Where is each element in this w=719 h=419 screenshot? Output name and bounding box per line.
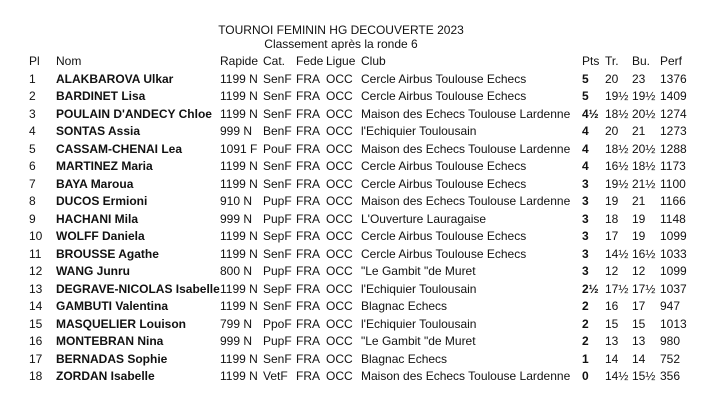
title-block	[0, 23, 682, 51]
cell-pts: 5	[582, 89, 589, 103]
cell-rating: 999 N	[220, 211, 253, 226]
cell-pts: 5	[582, 71, 589, 86]
table-row	[29, 123, 694, 141]
cell-league: OCC	[326, 229, 353, 243]
cell-rating: 1199 N	[220, 281, 258, 296]
cell-tb1: 14	[605, 351, 619, 366]
cell-fed: FRA	[296, 124, 320, 138]
cell-fed: FRA	[296, 299, 320, 313]
cell-tb1: 16	[605, 299, 619, 313]
cell-cat: SenF	[263, 106, 292, 121]
cell-pts: 4	[582, 124, 589, 138]
cell-name: BERNADAS Sophie	[56, 351, 168, 366]
cell-pts: 3	[582, 229, 589, 243]
cell-league: OCC	[326, 194, 353, 208]
cell-tb1: 19	[605, 194, 619, 208]
cell-tb1: 19½	[605, 176, 629, 191]
cell-cat: SenF	[263, 89, 292, 103]
cell-pts: 3	[582, 246, 589, 261]
cell-tb2: 17½	[632, 281, 656, 296]
table-row	[29, 71, 694, 89]
table-row	[29, 141, 694, 159]
cell-pl: 6	[29, 159, 36, 173]
table-row	[29, 106, 694, 124]
cell-pts: 2½	[582, 281, 599, 296]
cell-league: OCC	[326, 369, 353, 383]
cell-pl: 16	[29, 334, 43, 348]
table-row	[29, 316, 694, 334]
cell-name: MONTEBRAN Nina	[56, 334, 164, 348]
cell-league: OCC	[326, 124, 353, 138]
cell-fed: FRA	[296, 194, 320, 208]
cell-club: Cercle Airbus Toulouse Echecs	[361, 176, 527, 191]
cell-perf: 980	[660, 334, 681, 348]
cell-rating: 910 N	[220, 194, 253, 208]
cell-fed: FRA	[296, 351, 320, 366]
col-header-rating: Rapide	[220, 54, 259, 68]
cell-cat: PupF	[263, 194, 292, 208]
cell-fed: FRA	[296, 176, 320, 191]
cell-perf: 1409	[660, 89, 687, 103]
cell-cat: SepF	[263, 229, 292, 243]
cell-cat: PupF	[263, 264, 292, 278]
cell-name: ZORDAN Isabelle	[56, 369, 155, 383]
cell-pl: 9	[29, 211, 36, 226]
cell-tb2: 18½	[632, 159, 656, 173]
cell-name: DEGRAVE-NICOLAS Isabelle	[56, 281, 220, 296]
table-row	[29, 333, 694, 351]
cell-perf: 1100	[660, 176, 686, 191]
col-header-name: Nom	[56, 54, 82, 68]
cell-pl: 2	[29, 89, 36, 103]
cell-rating: 999 N	[220, 334, 253, 348]
cell-perf: 1274	[660, 106, 687, 121]
cell-tb2: 16½	[632, 246, 656, 261]
col-header-pl: Pl	[29, 54, 40, 68]
cell-fed: FRA	[296, 106, 320, 121]
tournament-title: TOURNOI FEMININ HG DECOUVERTE 2023	[218, 23, 464, 37]
cell-tb1: 18½	[605, 106, 629, 121]
cell-perf: 1037	[660, 281, 687, 296]
cell-league: OCC	[326, 264, 353, 278]
cell-perf: 1013	[660, 316, 687, 331]
cell-tb1: 20	[605, 71, 619, 86]
cell-tb2: 19	[632, 229, 646, 243]
cell-pts: 2	[582, 299, 589, 313]
col-header-club: Club	[361, 54, 386, 68]
cell-cat: PouF	[263, 141, 292, 156]
cell-cat: PpoF	[263, 316, 292, 331]
table-row	[29, 351, 694, 369]
cell-perf: 1166	[660, 194, 686, 208]
cell-rating: 1199 N	[220, 351, 258, 366]
cell-rating: 1199 N	[220, 159, 258, 173]
cell-tb2: 20½	[632, 106, 656, 121]
cell-club: Maison des Echecs Toulouse Lardenne	[361, 194, 571, 208]
cell-tb2: 21	[632, 124, 646, 138]
cell-pts: 4	[582, 159, 589, 173]
col-header-tb1: Tr.	[605, 54, 619, 68]
cell-tb2: 21½	[632, 176, 656, 191]
cell-perf: 1099	[660, 264, 687, 278]
cell-perf: 1273	[660, 124, 687, 138]
table-row	[29, 263, 694, 281]
standings-table	[29, 53, 694, 386]
cell-cat: SenF	[263, 176, 292, 191]
col-header-tb2: Bu.	[632, 54, 651, 68]
cell-pl: 4	[29, 124, 36, 138]
cell-pts: 3	[582, 176, 589, 191]
cell-club: l'Echiquier Toulousain	[361, 124, 477, 138]
cell-pl: 15	[29, 316, 43, 331]
cell-name: MARTINEZ Maria	[56, 159, 153, 173]
cell-club: Cercle Airbus Toulouse Echecs	[361, 71, 527, 86]
cell-tb1: 13	[605, 334, 619, 348]
cell-club: Cercle Airbus Toulouse Echecs	[361, 89, 527, 103]
cell-rating: 1199 N	[220, 106, 258, 121]
col-header-perf: Perf	[660, 54, 683, 68]
cell-rating: 799 N	[220, 316, 253, 331]
cell-club: l'Echiquier Toulousain	[361, 281, 477, 296]
cell-club: L'Ouverture Lauragaise	[361, 211, 487, 226]
cell-fed: FRA	[296, 369, 320, 383]
cell-name: DUCOS Ermioni	[56, 194, 148, 208]
cell-tb2: 21	[632, 194, 646, 208]
cell-perf: 1173	[660, 159, 686, 173]
cell-pl: 3	[29, 106, 36, 121]
cell-name: MASQUELIER Louison	[56, 316, 186, 331]
table-row	[29, 368, 694, 386]
cell-pl: 17	[29, 351, 43, 366]
table-row	[29, 246, 694, 264]
cell-pl: 12	[29, 264, 43, 278]
cell-fed: FRA	[296, 71, 320, 86]
cell-tb2: 19	[632, 211, 646, 226]
cell-perf: 1288	[660, 141, 687, 156]
cell-pl: 18	[29, 369, 43, 383]
cell-tb1: 15	[605, 316, 619, 331]
cell-cat: SenF	[263, 246, 292, 261]
table-row	[29, 281, 694, 299]
cell-tb1: 18	[605, 211, 619, 226]
cell-league: OCC	[326, 351, 353, 366]
cell-name: WANG Junru	[56, 264, 130, 278]
cell-fed: FRA	[296, 334, 320, 348]
cell-name: CASSAM-CHENAI Lea	[56, 141, 183, 156]
cell-cat: VetF	[263, 369, 288, 383]
col-header-pts: Pts	[582, 54, 600, 68]
cell-league: OCC	[326, 334, 353, 348]
cell-tb1: 16½	[605, 159, 629, 173]
cell-tb2: 17	[632, 299, 646, 313]
table-row	[29, 228, 694, 246]
cell-rating: 1091 F	[220, 141, 258, 156]
cell-rating: 1199 N	[220, 299, 258, 313]
cell-tb1: 19½	[605, 89, 629, 103]
col-header-cat: Cat.	[263, 54, 286, 68]
cell-fed: FRA	[296, 264, 320, 278]
cell-tb1: 20	[605, 124, 619, 138]
cell-tb1: 14½	[605, 369, 629, 383]
cell-pts: 4½	[582, 106, 599, 121]
cell-cat: PupF	[263, 334, 292, 348]
cell-tb1: 17½	[605, 281, 629, 296]
cell-rating: 800 N	[220, 264, 253, 278]
cell-tb2: 19½	[632, 89, 656, 103]
cell-league: OCC	[326, 316, 353, 331]
cell-tb1: 17	[605, 229, 619, 243]
cell-perf: 752	[660, 351, 681, 366]
cell-cat: SenF	[263, 351, 292, 366]
table-row	[29, 158, 694, 176]
standings-body	[29, 71, 694, 386]
cell-pl: 11	[29, 246, 42, 261]
cell-club: Maison des Echecs Toulouse Lardenne	[361, 369, 571, 383]
cell-fed: FRA	[296, 246, 320, 261]
standings-subtitle: Classement après la ronde 6	[264, 37, 418, 51]
cell-name: BAYA Maroua	[56, 176, 134, 191]
cell-rating: 1199 N	[220, 229, 258, 243]
cell-cat: BenF	[263, 124, 292, 138]
cell-league: OCC	[326, 141, 353, 156]
cell-tb2: 13	[632, 334, 646, 348]
cell-pts: 3	[582, 211, 589, 226]
cell-perf: 356	[660, 369, 681, 383]
cell-pl: 10	[29, 229, 43, 243]
cell-tb1: 12	[605, 264, 619, 278]
cell-tb2: 20½	[632, 141, 656, 156]
cell-fed: FRA	[296, 211, 320, 226]
cell-club: Cercle Airbus Toulouse Echecs	[361, 246, 527, 261]
cell-club: Blagnac Echecs	[361, 351, 448, 366]
cell-pl: 1	[29, 71, 36, 86]
cell-pl: 5	[29, 141, 36, 156]
table-header-row	[29, 53, 694, 71]
cell-perf: 947	[660, 299, 681, 313]
table-row	[29, 88, 694, 106]
cell-league: OCC	[326, 299, 353, 313]
cell-cat: PupF	[263, 211, 292, 226]
cell-pts: 4	[582, 141, 589, 156]
cell-pts: 2	[582, 334, 589, 348]
cell-pl: 8	[29, 194, 36, 208]
cell-name: POULAIN D'ANDECY Chloe	[56, 106, 212, 121]
cell-rating: 1199 N	[220, 246, 258, 261]
cell-cat: SenF	[263, 71, 292, 86]
col-header-fed: Fede	[296, 54, 324, 68]
cell-perf: 1376	[660, 71, 687, 86]
cell-name: BARDINET Lisa	[56, 89, 146, 103]
cell-rating: 1199 N	[220, 176, 258, 191]
cell-league: OCC	[326, 89, 353, 103]
cell-cat: SenF	[263, 299, 292, 313]
cell-league: OCC	[326, 281, 353, 296]
cell-perf: 1148	[660, 211, 686, 226]
cell-club: "Le Gambit "de Muret	[361, 334, 476, 348]
cell-league: OCC	[326, 176, 353, 191]
cell-league: OCC	[326, 106, 353, 121]
col-header-league: Ligue	[326, 54, 356, 68]
cell-name: WOLFF Daniela	[56, 229, 145, 243]
table-row	[29, 176, 694, 194]
cell-pl: 13	[29, 281, 43, 296]
cell-fed: FRA	[296, 159, 320, 173]
cell-pl: 7	[29, 176, 36, 191]
cell-fed: FRA	[296, 316, 320, 331]
cell-league: OCC	[326, 246, 353, 261]
cell-club: Cercle Airbus Toulouse Echecs	[361, 229, 527, 243]
cell-pts: 0	[582, 369, 589, 383]
cell-club: Cercle Airbus Toulouse Echecs	[361, 159, 527, 173]
cell-name: HACHANI Mila	[56, 211, 139, 226]
cell-fed: FRA	[296, 89, 320, 103]
cell-pts: 3	[582, 194, 589, 208]
cell-tb2: 12	[632, 264, 646, 278]
cell-rating: 999 N	[220, 124, 253, 138]
cell-tb2: 14	[632, 351, 646, 366]
cell-club: Blagnac Echecs	[361, 299, 448, 313]
cell-name: BROUSSE Agathe	[56, 246, 159, 261]
cell-pts: 1	[582, 351, 589, 366]
cell-rating: 1199 N	[220, 89, 258, 103]
cell-tb2: 15	[632, 316, 646, 331]
cell-tb2: 15½	[632, 369, 656, 383]
cell-tb1: 14½	[605, 246, 629, 261]
cell-fed: FRA	[296, 281, 320, 296]
cell-pts: 2	[582, 316, 589, 331]
cell-tb2: 23	[632, 71, 646, 86]
cell-pl: 14	[29, 299, 43, 313]
cell-name: GAMBUTI Valentina	[56, 299, 169, 313]
cell-league: OCC	[326, 159, 353, 173]
cell-club: "Le Gambit "de Muret	[361, 264, 476, 278]
cell-league: OCC	[326, 71, 353, 86]
cell-fed: FRA	[296, 141, 320, 156]
table-row	[29, 298, 694, 316]
table-row	[29, 211, 694, 229]
table-row	[29, 193, 694, 211]
cell-perf: 1099	[660, 229, 687, 243]
cell-tb1: 18½	[605, 141, 629, 156]
cell-rating: 1199 N	[220, 71, 258, 86]
cell-club: l'Echiquier Toulousain	[361, 316, 477, 331]
cell-name: ALAKBAROVA Ulkar	[56, 71, 174, 86]
cell-perf: 1033	[660, 246, 687, 261]
cell-cat: SepF	[263, 281, 292, 296]
cell-fed: FRA	[296, 229, 320, 243]
cell-club: Maison des Echecs Toulouse Lardenne	[361, 141, 571, 156]
cell-cat: SenF	[263, 159, 292, 173]
cell-club: Maison des Echecs Toulouse Lardenne	[361, 106, 571, 121]
cell-rating: 1199 N	[220, 369, 258, 383]
cell-league: OCC	[326, 211, 353, 226]
cell-pts: 3	[582, 264, 589, 278]
cell-name: SONTAS Assia	[56, 124, 141, 138]
